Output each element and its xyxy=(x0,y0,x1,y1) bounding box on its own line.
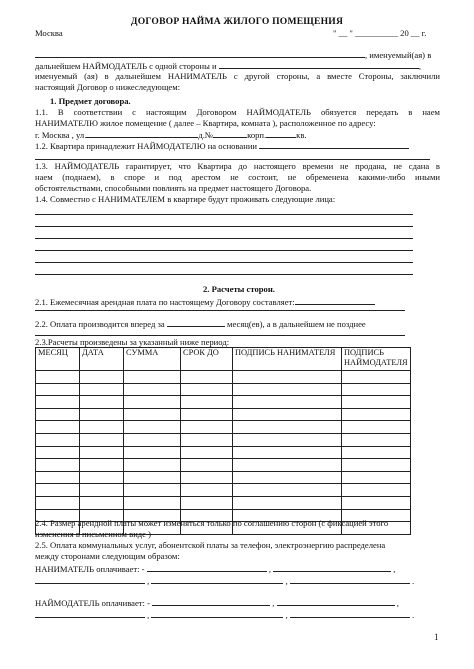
table-row xyxy=(36,496,411,509)
table-cell[interactable] xyxy=(80,484,124,497)
table-cell[interactable] xyxy=(124,396,181,409)
table-row xyxy=(36,459,411,472)
address-line xyxy=(35,129,440,140)
clause-2-4-line-1: 2.4. Размер арендной платы может изменяться только по соглашению сторон (с фиксацией этого xyxy=(35,518,389,528)
table-cell[interactable] xyxy=(181,408,233,421)
table-row xyxy=(36,408,411,421)
tenant-payment-field[interactable] xyxy=(147,563,267,572)
tenant-payment-field[interactable] xyxy=(35,575,145,584)
table-cell[interactable] xyxy=(342,433,411,446)
tenant-pays-label: НАНИМАТЕЛЬ оплачивает: - xyxy=(35,564,145,574)
ownership-basis-field[interactable] xyxy=(259,140,409,149)
resident-line[interactable] xyxy=(35,238,413,239)
rent-amount-field[interactable] xyxy=(295,296,375,305)
table-row xyxy=(36,446,411,459)
column-header: ПОДПИСЬ НАНИМАТЕЛЯ xyxy=(233,348,342,371)
table-cell[interactable] xyxy=(124,371,181,384)
table-cell[interactable] xyxy=(36,408,80,421)
landlord-pays-line: НАЙМОДАТЕЛЬ оплачивает: - , , xyxy=(35,598,399,608)
resident-line[interactable] xyxy=(35,250,413,251)
table-cell[interactable] xyxy=(233,459,342,472)
resident-line[interactable] xyxy=(35,214,413,215)
table-cell[interactable] xyxy=(342,396,411,409)
table-cell[interactable] xyxy=(80,421,124,434)
table-cell[interactable] xyxy=(342,459,411,472)
clause-2-2-start: 2.2. Оплата производится вперед за xyxy=(35,319,165,329)
intro-line-3: именуемый (ая) в дальнейшем НАНИМАТЕЛЬ с другой стороны, а вместе Стороны, заключили xyxy=(35,71,440,81)
street-field[interactable] xyxy=(86,129,198,138)
table-cell[interactable] xyxy=(124,383,181,396)
table-cell[interactable] xyxy=(342,371,411,384)
table-cell[interactable] xyxy=(36,471,80,484)
column-header: ПОДПИСЬ НАЙМОДАТЕЛЯ xyxy=(342,348,411,371)
intro-line-2: дальнейшем НАЙМОДАТЕЛЬ с одной стороны и , xyxy=(35,61,421,71)
table-cell[interactable] xyxy=(80,459,124,472)
table-cell[interactable] xyxy=(233,371,342,384)
table-cell[interactable] xyxy=(36,496,80,509)
table-cell[interactable] xyxy=(36,433,80,446)
clause-1-2-text: 1.2. Квартира принадлежит НАЙМОДАТЕЛЮ на основании xyxy=(35,141,258,151)
intro-line-4: настоящий Договор о нижеследующем: xyxy=(35,82,181,92)
table-cell[interactable] xyxy=(233,446,342,459)
table-cell[interactable] xyxy=(80,433,124,446)
tenant-payment-field[interactable] xyxy=(290,575,410,584)
table-cell[interactable] xyxy=(181,471,233,484)
table-cell[interactable] xyxy=(181,396,233,409)
landlord-payment-field[interactable] xyxy=(290,609,410,618)
table-cell[interactable] xyxy=(342,383,411,396)
table-cell[interactable] xyxy=(181,459,233,472)
table-cell[interactable] xyxy=(181,433,233,446)
table-cell[interactable] xyxy=(124,433,181,446)
intro-text: дальнейшем НАЙМОДАТЕЛЬ с одной стороны и xyxy=(35,61,217,71)
resident-line[interactable] xyxy=(35,274,413,275)
table-cell[interactable] xyxy=(80,446,124,459)
clause-1-2 xyxy=(35,140,440,151)
table-cell[interactable] xyxy=(124,421,181,434)
table-cell[interactable] xyxy=(80,396,124,409)
landlord-payment-field[interactable] xyxy=(151,609,283,618)
clause-1-4: 1.4. Совместно с НАНИМАТЕЛЕМ в квартире будут проживать следующие лица: xyxy=(35,194,336,204)
table-row xyxy=(36,484,411,497)
intro-text: , именуемый(ая) в xyxy=(365,50,432,60)
table-row xyxy=(36,371,411,384)
tenant-payment-field[interactable] xyxy=(151,575,283,584)
clause-2-1 xyxy=(35,296,440,307)
tenant-pays-continuation: , , . xyxy=(35,575,440,586)
resident-line[interactable] xyxy=(35,226,413,227)
house-field[interactable] xyxy=(213,129,247,138)
column-header: МЕСЯЦ xyxy=(36,348,80,371)
column-header: СРОК ДО xyxy=(181,348,233,371)
table-row xyxy=(36,383,411,396)
table-row xyxy=(36,396,411,409)
clause-1-3-line-1: 1.3. НАЙМОДАТЕЛЬ гарантирует, что Квартира до настоящего времени не продана, не сдана в xyxy=(35,161,440,171)
table-cell[interactable] xyxy=(342,421,411,434)
table-cell[interactable] xyxy=(342,484,411,497)
table-cell[interactable] xyxy=(233,484,342,497)
clause-2-3: 2.3.Расчеты произведены за указанный ниже период: xyxy=(35,337,230,347)
table-cell[interactable] xyxy=(233,433,342,446)
table-cell[interactable] xyxy=(124,496,181,509)
table-cell[interactable] xyxy=(181,383,233,396)
table-cell[interactable] xyxy=(181,421,233,434)
table-cell[interactable] xyxy=(36,446,80,459)
prepay-months-field[interactable] xyxy=(167,318,225,327)
table-cell[interactable] xyxy=(233,471,342,484)
table-cell[interactable] xyxy=(36,383,80,396)
corp-field[interactable] xyxy=(266,129,296,138)
landlord-payment-field[interactable] xyxy=(35,609,145,618)
contract-date: " __ " __________ 20 __ г. xyxy=(333,28,427,38)
tenant-payment-field[interactable] xyxy=(273,563,391,572)
address-city: г. Москва , ул. xyxy=(35,130,87,140)
table-row xyxy=(36,421,411,434)
blank-line[interactable] xyxy=(35,310,405,311)
clause-2-2-end: месяц(ев), а в дальнейшем не позднее xyxy=(227,319,366,329)
table-cell[interactable] xyxy=(181,496,233,509)
tenant-pays-line: НАНИМАТЕЛЬ оплачивает: - , , xyxy=(35,564,396,574)
clause-1-3-line-2: наем (поднаем), в споре и под арестом не состоит, не обременена какими-либо иными xyxy=(35,172,440,182)
table-cell[interactable] xyxy=(80,496,124,509)
payments-table xyxy=(35,347,411,535)
landlord-pays-label: НАЙМОДАТЕЛЬ оплачивает: - xyxy=(35,598,150,608)
table-header-row xyxy=(36,348,411,371)
table-cell[interactable] xyxy=(233,421,342,434)
table-cell[interactable] xyxy=(36,459,80,472)
table-cell[interactable] xyxy=(124,471,181,484)
landlord-name-field[interactable] xyxy=(35,49,365,58)
landlord-pays-continuation: , , . xyxy=(35,609,440,620)
table-cell[interactable] xyxy=(233,408,342,421)
table-cell[interactable] xyxy=(181,371,233,384)
table-cell[interactable] xyxy=(36,371,80,384)
clause-2-5-line-1: 2.5. Оплата коммунальных услуг, абонентской платы за телефон, электроэнергию распределена xyxy=(35,540,386,550)
landlord-payment-field[interactable] xyxy=(277,597,395,606)
table-cell[interactable] xyxy=(80,371,124,384)
city: Москва xyxy=(35,28,63,38)
address-house-label: д.№ xyxy=(198,130,214,140)
table-row xyxy=(36,433,411,446)
table-cell[interactable] xyxy=(124,459,181,472)
page-number: 1 xyxy=(434,632,439,642)
tenant-name-field[interactable] xyxy=(219,60,419,69)
table-cell[interactable] xyxy=(80,408,124,421)
table-row xyxy=(36,471,411,484)
table-cell[interactable] xyxy=(181,484,233,497)
table-cell[interactable] xyxy=(124,446,181,459)
column-header: СУММА xyxy=(124,348,181,371)
clause-2-4-line-2: изменения в письменном виде ) xyxy=(35,529,151,539)
city-date-line xyxy=(35,28,440,38)
table-cell[interactable] xyxy=(342,496,411,509)
column-header: ДАТА xyxy=(80,348,124,371)
table-cell[interactable] xyxy=(342,408,411,421)
blank-line[interactable] xyxy=(35,335,405,336)
table-cell[interactable] xyxy=(124,484,181,497)
table-cell[interactable] xyxy=(342,471,411,484)
table-cell[interactable] xyxy=(36,396,80,409)
blank-line[interactable] xyxy=(35,159,430,160)
address-corp-label: корп. xyxy=(247,130,267,140)
table-cell[interactable] xyxy=(233,496,342,509)
clause-1-1-line-1: 1.1. В соответствии с настоящим Договором НАЙМОДАТЕЛЬ обязуется передать в наем xyxy=(35,107,440,117)
document-title: ДОГОВОР НАЙМА ЖИЛОГО ПОМЕЩЕНИЯ xyxy=(130,16,344,27)
table-cell[interactable] xyxy=(80,383,124,396)
table-cell[interactable] xyxy=(36,484,80,497)
intro-line-1 xyxy=(35,49,440,60)
table-cell[interactable] xyxy=(36,421,80,434)
landlord-payment-field[interactable] xyxy=(152,597,270,606)
table-cell[interactable] xyxy=(233,396,342,409)
clause-1-1-line-2: НАНИМАТЕЛЮ жилое помещение ( далее – Квартира, комната ), расположенное по адресу: xyxy=(35,118,376,128)
table-cell[interactable] xyxy=(342,446,411,459)
clause-2-5-line-2: между сторонами следующим образом: xyxy=(35,551,180,561)
section-1-heading: 1. Предмет договора. xyxy=(50,96,131,106)
clause-1-3-line-3: обстоятельствами, способными повлиять на предмет настоящего Договора. xyxy=(35,183,312,193)
table-cell[interactable] xyxy=(233,383,342,396)
table-cell[interactable] xyxy=(80,471,124,484)
clause-2-1-text: 2.1. Ежемесячная арендная плата по настоящему Договору составляет: xyxy=(35,297,295,307)
table-cell[interactable] xyxy=(181,446,233,459)
table-cell[interactable] xyxy=(124,408,181,421)
section-2-heading: 2. Расчеты сторон. xyxy=(203,284,275,294)
address-apt-label: кв. xyxy=(296,130,307,140)
resident-line[interactable] xyxy=(35,262,413,263)
clause-2-2 xyxy=(35,318,440,329)
